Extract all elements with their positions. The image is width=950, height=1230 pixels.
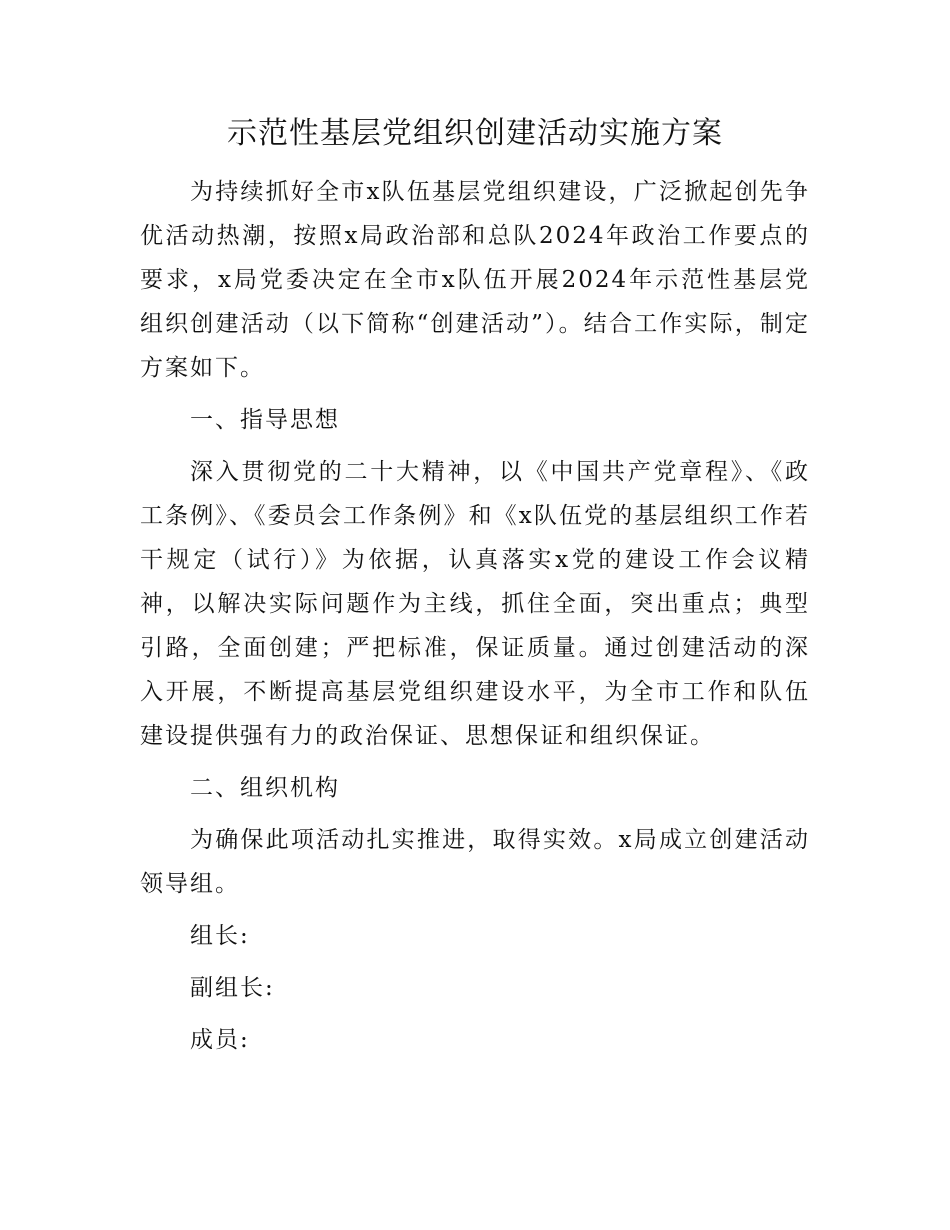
intro-paragraph: 为持续抓好全市x队伍基层党组织建设，广泛掀起创先争优活动热潮，按照x局政治部和总队2024年政治工作要点的要求，x局党委决定在全市x队伍开展2024年示范性基层党组织创建活动（以下简称“创建活动”）。结合工作实际，制定方案如下。: [140, 179, 810, 381]
organization-paragraph: 为确保此项活动扎实推进，取得实效。x局成立创建活动领导组。: [140, 827, 810, 897]
section-heading-guiding-ideology: 一、指导思想: [190, 407, 340, 433]
leader-line: 组长:: [190, 923, 250, 949]
document-body: [140, 170, 810, 1070]
deputy-leader-line: 副组长:: [190, 975, 275, 1001]
document-title: 示范性基层党组织创建活动实施方案: [227, 116, 723, 151]
guiding-ideology-paragraph: 深入贯彻党的二十大精神，以《中国共产党章程》、《政工条例》、《委员会工作条例》和《x队伍党的基层组织工作若干规定（试行）》为依据，认真落实x党的建设工作会议精神，以解决实际问题作为主线，抓住全面，突出重点；典型引路，全面创建；严把标准，保证质量。通过创建活动的深入开展，不断提高基层党组织建设水平，为全市工作和队伍建设提供强有力的政治保证、思想保证和组织保证。: [140, 459, 810, 749]
section-heading-organization: 二、组织机构: [190, 775, 340, 801]
members-line: 成员:: [190, 1027, 250, 1053]
